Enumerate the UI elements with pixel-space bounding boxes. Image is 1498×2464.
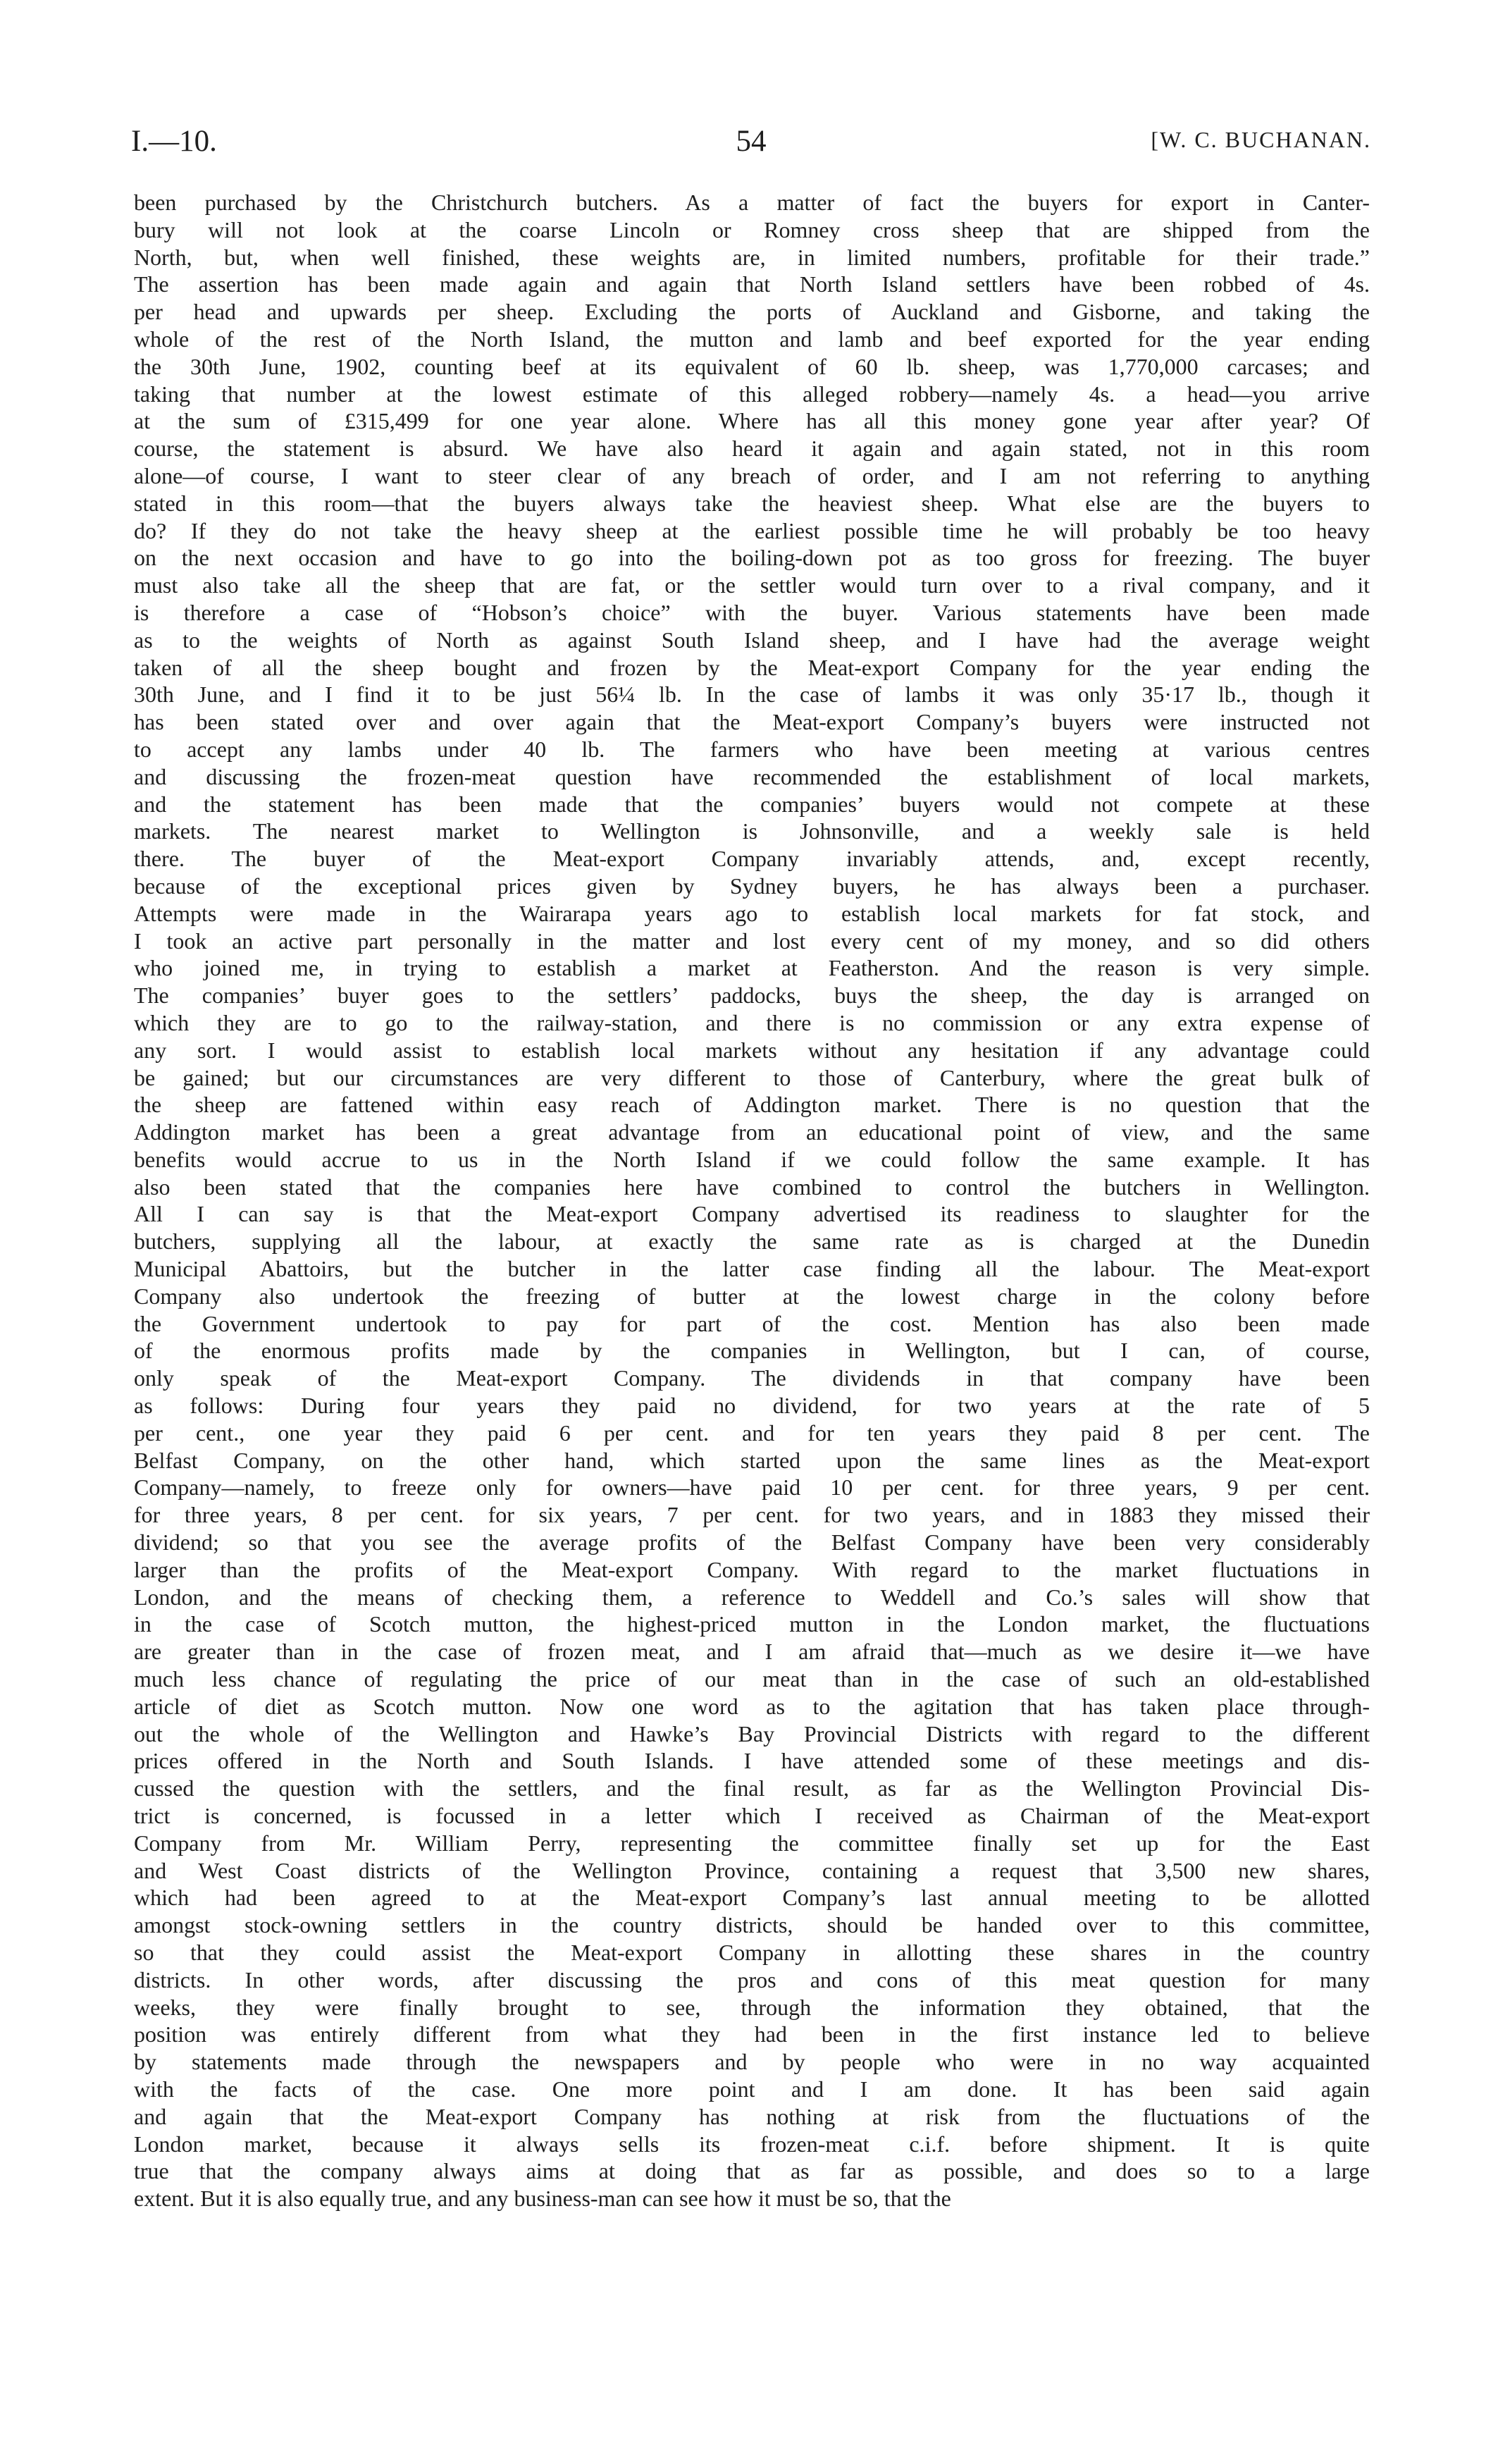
text-line: and again that the Meat-export Company has nothing at risk from the fluctuations of the [134,2103,1370,2129]
text-line: Company also undertook the freezing of butter at the lowest charge in the colony before [134,1283,1370,1309]
text-line: taking that number at the lowest estimate of this alleged robbery—namely 4s. a head—you arrive [134,381,1370,407]
text-line: Addington market has been a great advantage from an educational point of view, and the same [134,1119,1370,1145]
text-line: the 30th June, 1902, counting beef at its equivalent of 60 lb. sheep, was 1,770,000 carcases; and [134,353,1370,379]
text-line: prices offered in the North and South Islands. I have attended some of these meetings and dis- [134,1748,1370,1774]
text-line: the Government undertook to pay for part of the cost. Mention has also been made [134,1310,1370,1336]
text-line: on the next occasion and have to go into the boiling-down pot as too gross for freezing. The buyer [134,545,1370,571]
text-line: whole of the rest of the North Island, the mutton and lamb and beef exported for the year ending [134,326,1370,352]
text-line: Municipal Abattoirs, but the butcher in the latter case finding all the labour. The Meat-export [134,1256,1370,1282]
text-line: is therefore a case of “Hobson’s choice” with the buyer. Various statements have been made [134,599,1370,625]
text-line: by statements made through the newspapers and by people who were in no way acquainted [134,2049,1370,2075]
text-line: in the case of Scotch mutton, the highest-priced mutton in the London market, the fluctuations [134,1611,1370,1637]
text-line: of the enormous profits made by the companies in Wellington, but I can, of course, [134,1338,1370,1364]
text-line: who joined me, in trying to establish a market at Featherston. And the reason is very simple. [134,955,1370,981]
text-line: Company from Mr. William Perry, representing the committee finally set up for the East [134,1830,1370,1856]
text-line: dividend; so that you see the average profits of the Belfast Company have been very considerably [134,1529,1370,1556]
text-line: All I can say is that the Meat-export Company advertised its readiness to slaughter for the [134,1201,1370,1227]
body-text [134,189,1370,2212]
text-line: for three years, 8 per cent. for six years, 7 per cent. for two years, and in 1883 they missed their [134,1502,1370,1528]
text-line: trict is concerned, is focussed in a letter which I received as Chairman of the Meat-export [134,1803,1370,1829]
text-line: districts. In other words, after discussing the pros and cons of this meat question for many [134,1966,1370,1992]
paper-reference: I.—10. [131,125,217,158]
text-line: Company—namely, to freeze only for owners—have paid 10 per cent. for three years, 9 per cent. [134,1474,1370,1501]
text-line: with the facts of the case. One more point and I am done. It has been said again [134,2076,1370,2102]
text-line: article of diet as Scotch mutton. Now one word as to the agitation that has taken place through- [134,1693,1370,1719]
text-line: at the sum of £315,499 for one year alone. Where has all this money gone year after year? Of [134,408,1370,434]
text-line: per cent., one year they paid 6 per cent. and for ten years they paid 8 per cent. The [134,1419,1370,1446]
text-line: bury will not look at the coarse Lincoln or Romney cross sheep that are shipped from the [134,216,1370,242]
text-line: The assertion has been made again and again that North Island settlers have been robbed of 4s. [134,271,1370,297]
text-line: has been stated over and over again that the Meat-export Company’s buyers were instructed not [134,709,1370,735]
text-line: course, the statement is absurd. We have also heard it again and again stated, not in this room [134,436,1370,462]
text-line: out the whole of the Wellington and Hawke’s Bay Provincial Districts with regard to the different [134,1720,1370,1747]
text-line: and discussing the frozen-meat question have recommended the establishment of local markets, [134,763,1370,789]
page-number: 54 [736,125,767,158]
text-line: London, and the means of checking them, a reference to Weddell and Co.’s sales will show that [134,1584,1370,1610]
text-line: so that they could assist the Meat-export Company in allotting these shares in the country [134,1940,1370,1965]
text-line: because of the exceptional prices given by Sydney buyers, he has always been a purchaser. [134,873,1370,899]
text-line: the sheep are fattened within easy reach of Addington market. There is no question that the [134,1092,1370,1118]
page-header [131,124,1371,164]
text-line: Attempts were made in the Wairarapa years ago to establish local markets for fat stock, and [134,900,1370,926]
text-line: North, but, when well finished, these weights are, in limited numbers, profitable for their trade.” [134,244,1370,270]
text-line: only speak of the Meat-export Company. The dividends in that company have been [134,1365,1370,1391]
text-line: stated in this room—that the buyers always take the heaviest sheep. What else are the buyers to [134,490,1370,516]
text-line: to accept any lambs under 40 lb. The farmers who have been meeting at various centres [134,736,1370,762]
text-line: which had been agreed to at the Meat-export Company’s last annual meeting to be allotted [134,1885,1370,1911]
text-line: extent. But it is also equally true, and any business-man can see how it must be so, that the [134,2186,951,2212]
speaker-name: [W. C. BUCHANAN. [1151,127,1371,152]
text-line: 30th June, and I find it to be just 56¼ lb. In the case of lambs it was only 35·17 lb., though it [134,682,1370,708]
text-line: and West Coast districts of the Wellington Province, containing a request that 3,500 new shares, [134,1857,1370,1883]
text-line: larger than the profits of the Meat-export Company. With regard to the market fluctuations in [134,1556,1370,1582]
text-line: I took an active part personally in the matter and lost every cent of my money, and so did others [134,928,1370,954]
text-line: taken of all the sheep bought and frozen by the Meat-export Company for the year ending the [134,654,1370,680]
text-line: be gained; but our circumstances are very different to those of Canterbury, where the great bulk of [134,1064,1370,1090]
text-line: benefits would accrue to us in the North Island if we could follow the same example. It has [134,1146,1370,1172]
text-line: amongst stock-owning settlers in the country districts, should be handed over to this committee, [134,1912,1370,1938]
text-line: do? If they do not take the heavy sheep at the earliest possible time he will probably be too heavy [134,517,1370,543]
text-line: alone—of course, I want to steer clear of any breach of order, and I am not referring to anything [134,462,1370,488]
text-line: and the statement has been made that the companies’ buyers would not compete at these [134,791,1370,817]
text-line: markets. The nearest market to Wellington is Johnsonville, and a weekly sale is held [134,818,1370,844]
text-line: must also take all the sheep that are fat, or the settler would turn over to a rival company, and it [134,572,1370,598]
text-line: position was entirely different from what they had been in the first instance led to believe [134,2021,1370,2047]
text-line: as follows: During four years they paid no dividend, for two years at the rate of 5 [134,1393,1370,1419]
text-line: butchers, supplying all the labour, at exactly the same rate as is charged at the Dunedin [134,1228,1370,1255]
text-line: Belfast Company, on the other hand, which started upon the same lines as the Meat-export [134,1447,1370,1473]
text-line: are greater than in the case of frozen meat, and I am afraid that—much as we desire it—we have [134,1639,1370,1665]
text-line: been purchased by the Christchurch butchers. As a matter of fact the buyers for export in Canter- [134,190,1370,215]
text-line: cussed the question with the settlers, and the final result, as far as the Wellington Provincial Dis- [134,1775,1370,1801]
text-line: as to the weights of North as against South Island sheep, and I have had the average weight [134,627,1370,653]
text-line: true that the company always aims at doing that as far as possible, and does so to a large [134,2158,1370,2184]
text-line: weeks, they were finally brought to see, through the information they obtained, that the [134,1994,1370,2020]
text-line: much less chance of regulating the price of our meat than in the case of such an old-established [134,1666,1370,1692]
text-line: any sort. I would assist to establish local markets without any hesitation if any advantage could [134,1037,1370,1063]
text-line: per head and upwards per sheep. Excluding the ports of Auckland and Gisborne, and taking the [134,299,1370,325]
text-line: there. The buyer of the Meat-export Company invariably attends, and, except recently, [134,846,1370,872]
text-line: London market, because it always sells its frozen-meat c.i.f. before shipment. It is quite [134,2131,1370,2157]
text-line: also been stated that the companies here have combined to control the butchers in Wellington. [134,1174,1370,1200]
text-line: The companies’ buyer goes to the settlers’ paddocks, buys the sheep, the day is arranged on [134,982,1370,1009]
text-line: which they are to go to the railway-station, and there is no commission or any extra expense of [134,1009,1370,1035]
